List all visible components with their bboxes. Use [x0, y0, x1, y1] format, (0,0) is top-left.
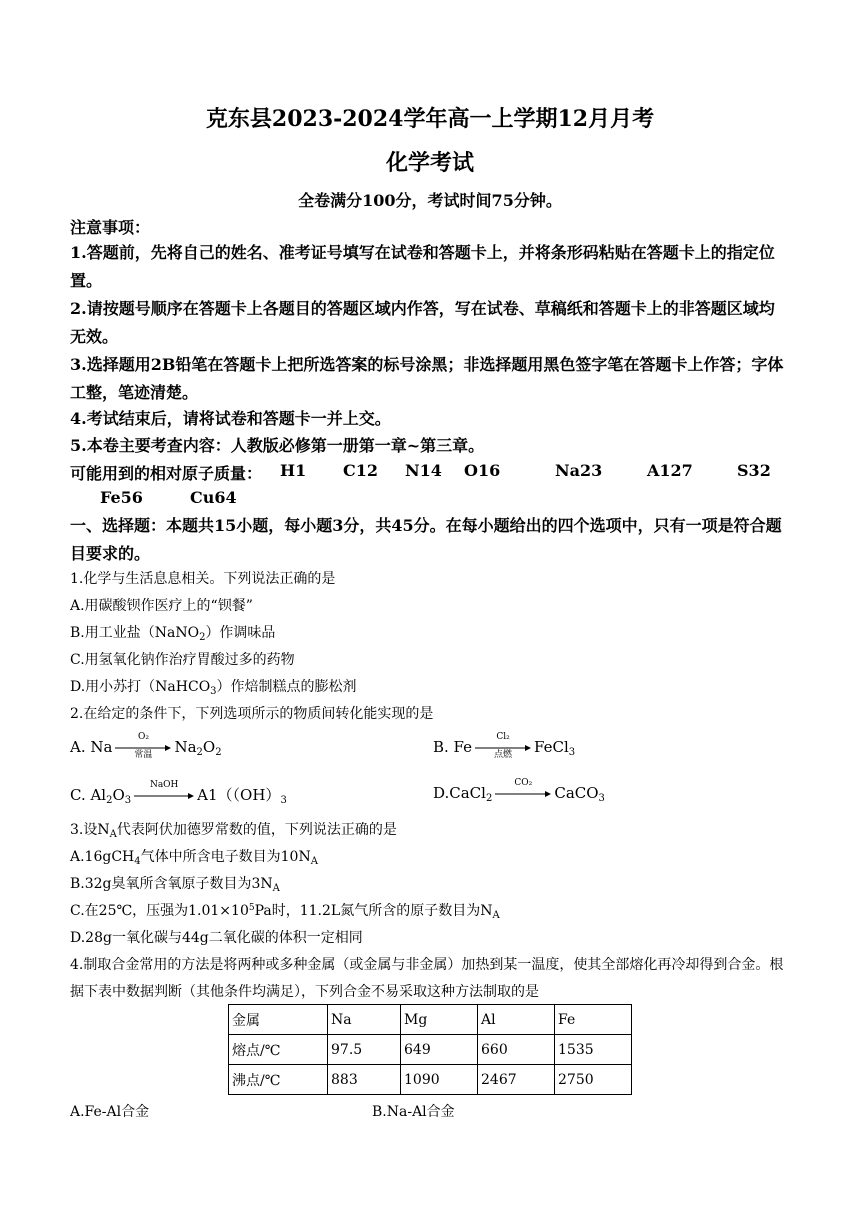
q3-stem: 3.设$N_A$代表阿伏加德罗常数的值，下列说法正确的是 [70, 822, 397, 840]
table-cell: 97.5 [328, 1035, 401, 1065]
metal-properties-table [228, 1004, 632, 1095]
atomic-mass-label: 可能用到的相对原子质量： [70, 464, 263, 483]
table-cell: Na [328, 1005, 401, 1035]
section-1-heading: 一、选择题：本题共15小题，每小题3分，共45分。在每小题给出的四个选项中，只有一项是符合题目要求的。 [70, 516, 782, 563]
reaction-arrow: CO₂ [495, 790, 551, 798]
table-row [229, 1035, 632, 1065]
q2-option-c: C. $Al_2O_3$ NaOH $A1((OH)_3$ [70, 780, 287, 806]
table-cell: 熔点/℃ [229, 1035, 328, 1065]
q3-option-d: D.28g一氧化碳与44g二氧化碳的体积一定相同 [70, 930, 363, 946]
q2-option-b: B. Fe Cl₂ 点燃 FeCl$_3$ [433, 732, 576, 760]
notice-item-3: 3.选择题用2B铅笔在答题卡上把所选答案的标号涂黑；非选择题用黑色签字笔在答题卡上作答；字体工整，笔迹清楚。 [70, 355, 784, 402]
q1-option-a: A.用碳酸钡作医疗上的“钡餐” [70, 598, 253, 614]
exam-title: 克东县2023-2024学年高一上学期12月月考 [205, 106, 655, 132]
table-cell: 1090 [401, 1065, 478, 1095]
notice-heading: 注意事项： [70, 218, 151, 237]
table-cell: 883 [328, 1065, 401, 1095]
atomic-mass-al: A127 [647, 461, 693, 480]
notice-item-5: 5.本卷主要考查内容：人教版必修第一册第一章~第三章。 [70, 436, 485, 455]
table-cell: 649 [401, 1035, 478, 1065]
q1-option-b: B.用工业盐（NaNO$_2$）作调味品 [70, 625, 276, 643]
table-cell: 660 [478, 1035, 555, 1065]
atomic-mass-n: N14 [405, 461, 442, 480]
notice-item-2: 2.请按题号顺序在答题卡上各题目的答题区域内作答，写在试卷、草稿纸和答题卡上的非答题区域均无效。 [70, 299, 775, 346]
q4-option-a: A.Fe-Al合金 [70, 1104, 150, 1120]
table-cell: 2750 [555, 1065, 632, 1095]
table-cell: Fe [555, 1005, 632, 1035]
q3-option-b: B.32g臭氧所含氧原子数目为$3N_A$ [70, 876, 280, 894]
reaction-arrow: O₂ 常温 [115, 744, 171, 752]
atomic-mass-s: S32 [737, 461, 771, 480]
table-cell: 2467 [478, 1065, 555, 1095]
reaction-arrow: NaOH [134, 792, 194, 800]
q2-option-d: D.CaCl$_2$ CO₂ CaCO$_3$ [433, 778, 605, 804]
atomic-mass-na: Na23 [555, 461, 603, 480]
atomic-mass-cu: Cu64 [190, 488, 237, 507]
atomic-mass-h: H1 [280, 461, 307, 480]
table-header-row [229, 1005, 632, 1035]
q1-option-c: C.用氢氧化钠作治疗胃酸过多的药物 [70, 652, 295, 668]
atomic-mass-c: C12 [343, 461, 378, 480]
score-info: 全卷满分100分，考试时间75分钟。 [298, 191, 562, 210]
notice-item-1: 1.答题前，先将自己的姓名、准考证号填写在试卷和答题卡上，并将条形码粘贴在答题卡上的指定位置。 [70, 243, 775, 290]
q2-stem: 2.在给定的条件下，下列选项所示的物质间转化能实现的是 [70, 706, 434, 722]
table-cell: 金属 [229, 1005, 328, 1035]
table-cell: Mg [401, 1005, 478, 1035]
reaction-arrow: Cl₂ 点燃 [475, 744, 531, 752]
q2-option-a: A. Na O₂ 常温 $Na_2O_2$ [70, 732, 222, 760]
q3-option-c: C.在25℃，压强为$1.01\times 10^5Pa$时，11.2L氮气所含的原子数目为$N_A$ [70, 903, 500, 921]
q3-option-a: A.16gCH$_4$气体中所含电子数目为$10N_A$ [70, 849, 318, 867]
table-cell: 沸点/℃ [229, 1065, 328, 1095]
table-cell: Al [478, 1005, 555, 1035]
exam-subtitle: 化学考试 [385, 150, 474, 176]
atomic-mass-o: O16 [464, 461, 501, 480]
table-row [229, 1065, 632, 1095]
table-cell: 1535 [555, 1035, 632, 1065]
atomic-mass-fe: Fe56 [100, 488, 143, 507]
q4-option-b: B.Na-Al合金 [372, 1104, 455, 1120]
notice-item-4: 4.考试结束后，请将试卷和答题卡一并上交。 [70, 409, 391, 428]
q1-stem: 1.化学与生活息息相关。下列说法正确的是 [70, 571, 336, 587]
q1-option-d: D.用小苏打（NaHCO$_3$）作焙制糕点的膨松剂 [70, 679, 357, 697]
q4-stem: 4.制取合金常用的方法是将两种或多种金属（或金属与非金属）加热到某一温度，使其全部熔化再冷却得到合金。根据下表中数据判断（其他条件均满足），下列合金不易采取这种方法制取的是 [70, 957, 784, 1000]
